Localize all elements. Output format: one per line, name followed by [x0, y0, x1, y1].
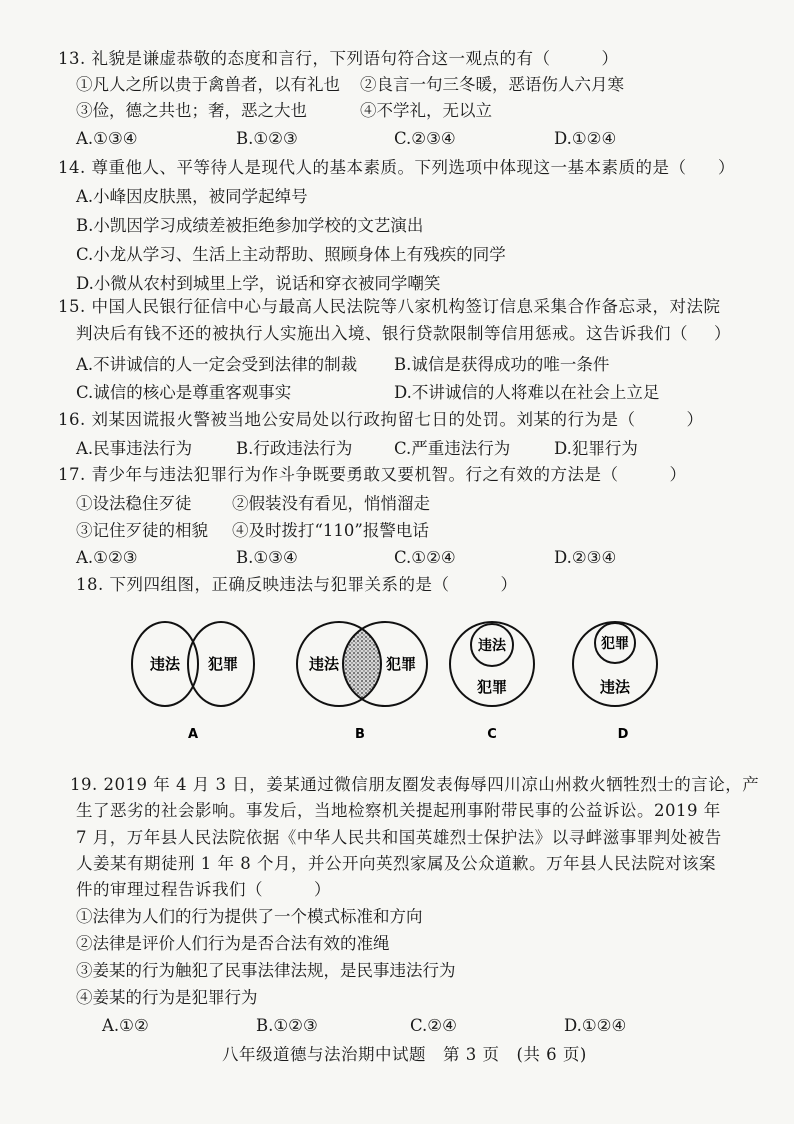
q17-item-3: ③记住歹徒的相貌: [76, 521, 208, 540]
q14-option-d: D.小微从农村到城里上学，说话和穿衣被同学嘲笑: [76, 274, 441, 293]
q19-item-1: ①法律为人们的行为提供了一个模式标准和方向: [76, 907, 423, 926]
q14-option-a: A.小峰因皮肤黑，被同学起绰号: [76, 187, 308, 206]
diagram-d-label-illegal: 违法: [599, 678, 631, 696]
q19-stem-line1: 19. 2019 年 4 月 3 日，姜某通过微信朋友圈发表侮辱四川凉山州救火牺牲烈士的言论，产: [70, 775, 760, 794]
q19-option-a: A.①②: [102, 1016, 149, 1035]
q15-option-d: D.不讲诚信的人将难以在社会上立足: [394, 383, 660, 402]
q19-option-b: B.①②③: [256, 1016, 318, 1035]
q14-option-b: B.小凯因学习成绩差被拒绝参加学校的文艺演出: [76, 216, 424, 235]
diagram-a-label-illegal: 违法: [149, 655, 181, 673]
venn-diagrams: [125, 612, 685, 752]
diagram-b: [297, 622, 427, 742]
q16-stem: 16. 刘某因谎报火警被当地公安局处以行政拘留七日的处罚。刘某的行为是（ ）: [58, 410, 704, 429]
q19-stem-line2: 生了恶劣的社会影响。事发后，当地检察机关提起刑事附带民事的公益诉讼。2019 年: [76, 801, 721, 820]
q15-paren-close: ）: [714, 324, 731, 343]
diagram-d-label-crime: 犯罪: [601, 636, 629, 652]
diagram-a: [132, 622, 254, 742]
q19-item-4: ④姜某的行为是犯罪行为: [76, 988, 258, 1007]
q17-option-d: D.②③④: [554, 548, 617, 567]
q13-item-2: ②良言一句三冬暖，恶语伤人六月寒: [360, 75, 624, 94]
q14-paren-close: ）: [718, 158, 735, 177]
q19-option-c: C.②④: [410, 1016, 457, 1035]
q15-stem-line1: 15. 中国人民银行征信中心与最高人民法院等八家机构签订信息采集合作备忘录，对法院: [58, 297, 721, 316]
diagram-d-letter: D: [617, 727, 629, 742]
q15-option-b: B.诚信是获得成功的唯一条件: [394, 355, 610, 374]
q16-option-b: B.行政违法行为: [236, 439, 353, 458]
diagram-a-letter: A: [187, 727, 199, 742]
q19-stem-line5: 件的审理过程告诉我们（ ）: [76, 880, 331, 899]
q19-item-3: ③姜某的行为触犯了民事法律法规，是民事违法行为: [76, 961, 456, 980]
q19-stem-line4: 人姜某有期徒刑 1 年 8 个月，并公开向英烈家属及公众道歉。万年县人民法院对该案: [76, 854, 716, 873]
q19-stem-line3: 7 月，万年县人民法院依据《中华人民共和国英雄烈士保护法》以寻衅滋事罪判处被告: [76, 828, 722, 847]
diagram-b-label-illegal: 违法: [308, 655, 340, 673]
diagram-a-label-crime: 犯罪: [207, 655, 239, 673]
q13-item-4: ④不学礼，无以立: [360, 101, 492, 120]
q13-stem: 13. 礼貌是谦虚恭敬的态度和言行，下列语句符合这一观点的有（ ）: [58, 49, 619, 68]
diagram-b-letter: B: [355, 727, 365, 742]
q17-item-4: ④及时拨打“110”报警电话: [232, 521, 429, 540]
q18-stem: 18. 下列四组图，正确反映违法与犯罪关系的是（ ）: [76, 575, 518, 594]
diagram-c-label-crime: 犯罪: [476, 678, 508, 696]
page-footer: 八年级道德与法治期中试题 第 3 页 (共 6 页): [222, 1045, 587, 1064]
q13-item-1: ①凡人之所以贵于禽兽者，以有礼也: [76, 75, 340, 94]
q13-option-a: A.①③④: [76, 129, 138, 148]
q17-item-2: ②假装没有看见，悄悄溜走: [232, 494, 430, 513]
q17-item-1: ①设法稳住歹徒: [76, 494, 192, 513]
q15-option-a: A.不讲诚信的人一定会受到法律的制裁: [76, 355, 358, 374]
q17-stem: 17. 青少年与违法犯罪行为作斗争既要勇敢又要机智。行之有效的方法是（ ）: [58, 465, 687, 484]
q13-item-3: ③俭，德之共也；奢，恶之大也: [76, 101, 307, 120]
q17-option-a: A.①②③: [76, 548, 138, 567]
diagram-c: [450, 622, 534, 742]
q16-option-c: C.严重违法行为: [394, 439, 511, 458]
q16-option-d: D.犯罪行为: [554, 439, 638, 458]
diagram-c-letter: C: [487, 727, 497, 742]
diagram-d: [573, 622, 657, 742]
diagram-b-label-crime: 犯罪: [385, 655, 417, 673]
q14-option-c: C.小龙从学习、生活上主动帮助、照顾身体上有残疾的同学: [76, 245, 506, 264]
q13-option-b: B.①②③: [236, 129, 298, 148]
diagram-c-label-illegal: 违法: [478, 638, 506, 654]
q16-option-a: A.民事违法行为: [76, 439, 193, 458]
q17-option-b: B.①③④: [236, 548, 298, 567]
q15-stem-line2: 判决后有钱不还的被执行人实施出入境、银行贷款限制等信用惩戒。这告诉我们（: [76, 324, 688, 343]
q17-option-c: C.①②④: [394, 548, 456, 567]
q13-option-d: D.①②④: [554, 129, 617, 148]
q19-item-2: ②法律是评价人们行为是否合法有效的准绳: [76, 934, 390, 953]
q19-option-d: D.①②④: [564, 1016, 627, 1035]
q13-option-c: C.②③④: [394, 129, 456, 148]
q15-option-c: C.诚信的核心是尊重客观事实: [76, 383, 292, 402]
q14-stem: 14. 尊重他人、平等待人是现代人的基本素质。下列选项中体现这一基本素质的是（: [58, 158, 687, 177]
